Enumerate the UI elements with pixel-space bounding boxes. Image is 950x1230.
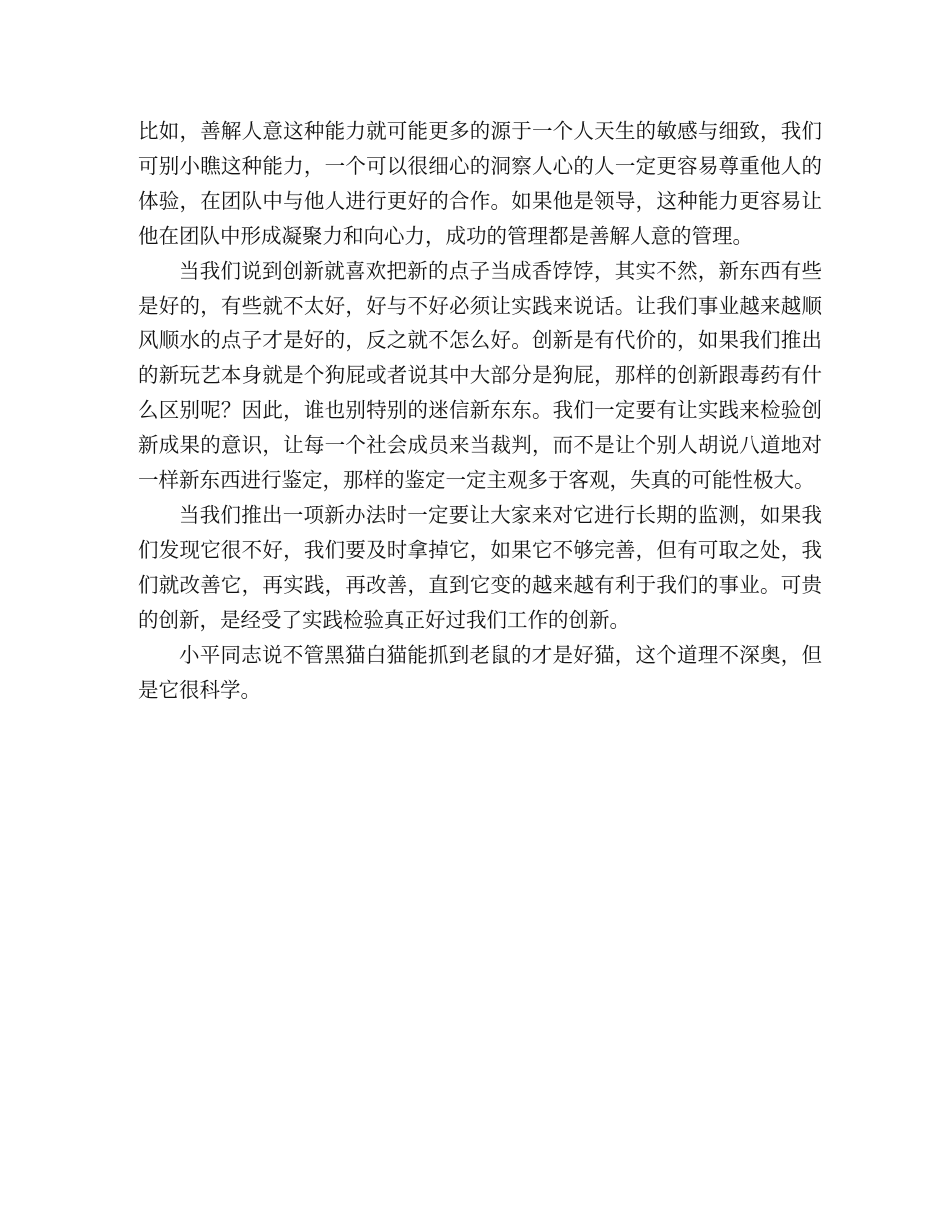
paragraph-4: 小平同志说不管黑猫白猫能抓到老鼠的才是好猫，这个道理不深奥，但是它很科学。 [138,642,822,702]
document-body [138,114,822,707]
paragraph-1: 比如，善解人意这种能力就可能更多的源于一个人天生的敏感与细致，我们可别小瞧这种能力，一个可以很细心的洞察人心的人一定更容易尊重他人的体验，在团队中与他人进行更好的合作。如果他是领导，这种能力更容易让他在团队中形成凝聚力和向心力，成功的管理都是善解人意的管理。 [138,119,822,248]
paragraph-2: 当我们说到创新就喜欢把新的点子当成香饽饽，其实不然，新东西有些是好的，有些就不太好，好与不好必须让实践来说话。让我们事业越来越顺风顺水的点子才是好的，反之就不怎么好。创新是有代价的，如果我们推出的新玩艺本身就是个狗屁或者说其中大部分是狗屁，那样的创新跟毒药有什么区别呢？因此，谁也别特别的迷信新东东。我们一定要有让实践来检验创新成果的意识，让每一个社会成员来当裁判，而不是让个别人胡说八道地对一样新东西进行鉴定，那样的鉴定一定主观多于客观，失真的可能性极大。 [138,258,822,493]
paragraph-3: 当我们推出一项新办法时一定要让大家来对它进行长期的监测，如果我们发现它很不好，我们要及时拿掉它，如果它不够完善，但有可取之处，我们就改善它，再实践，再改善，直到它变的越来越有利于我们的事业。可贵的创新，是经受了实践检验真正好过我们工作的创新。 [138,502,822,632]
